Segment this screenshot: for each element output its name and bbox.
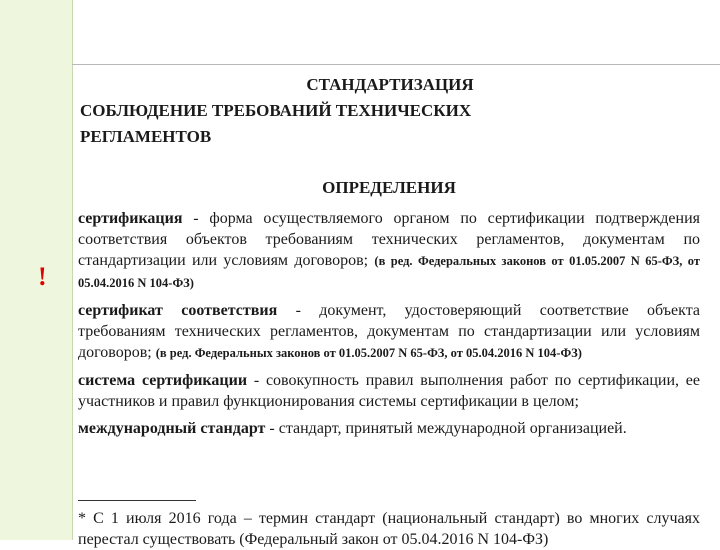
definition-item bbox=[78, 208, 700, 294]
definition-term: международный стандарт bbox=[78, 420, 266, 437]
footnote-divider bbox=[78, 500, 196, 501]
definition-reference: (в ред. Федеральных законов от 01.05.2007 N 65-ФЗ, от 05.04.2016 N 104-ФЗ) bbox=[78, 254, 700, 290]
title-line-3: РЕГЛАМЕНТОВ bbox=[80, 127, 212, 146]
section-heading: ОПРЕДЕЛЕНИЯ bbox=[322, 178, 456, 197]
definition-text: - документ, удостоверяющий соответствие объекта требованиям технических регламентов, документам по стандартизации или условиям договоров; bbox=[78, 302, 700, 361]
definition-reference: (в ред. Федеральных законов от 01.05.2007 N 65-ФЗ, от 05.04.2016 N 104-ФЗ) bbox=[155, 346, 582, 360]
definitions-list bbox=[78, 208, 700, 445]
definition-text: - форма осуществляемого органом по сертификации подтверждения соответствия объектов требованиям технических регламентов, документам по стандартизации или условиям договоров; bbox=[78, 210, 700, 269]
definition-item bbox=[78, 300, 700, 364]
title-line-2: СОБЛЮДЕНИЕ ТРЕБОВАНИЙ ТЕХНИЧЕСКИХ bbox=[80, 101, 472, 120]
definition-item bbox=[78, 418, 700, 439]
footnote: * С 1 июля 2016 года – термин стандарт (национальный стандарт) во многих случаях перестал существовать (Федеральный закон от 05.04.2016 N 104-ФЗ) bbox=[78, 510, 700, 548]
header-divider bbox=[72, 64, 720, 65]
definition-term: сертификация bbox=[78, 210, 183, 227]
exclamation-icon: ! bbox=[38, 262, 47, 291]
slide-title bbox=[80, 72, 700, 150]
definition-term: сертификат соответствия bbox=[78, 302, 278, 319]
left-sidebar bbox=[0, 0, 73, 540]
definition-text: - стандарт, принятый международной организацией. bbox=[265, 420, 627, 437]
definition-term: система сертификации bbox=[78, 372, 248, 389]
definition-item bbox=[78, 370, 700, 412]
definition-text: - совокупность правил выполнения работ по сертификации, ее участников и правил функционирования системы сертификации в целом; bbox=[78, 372, 700, 410]
title-line-1: СТАНДАРТИЗАЦИЯ bbox=[306, 75, 474, 94]
